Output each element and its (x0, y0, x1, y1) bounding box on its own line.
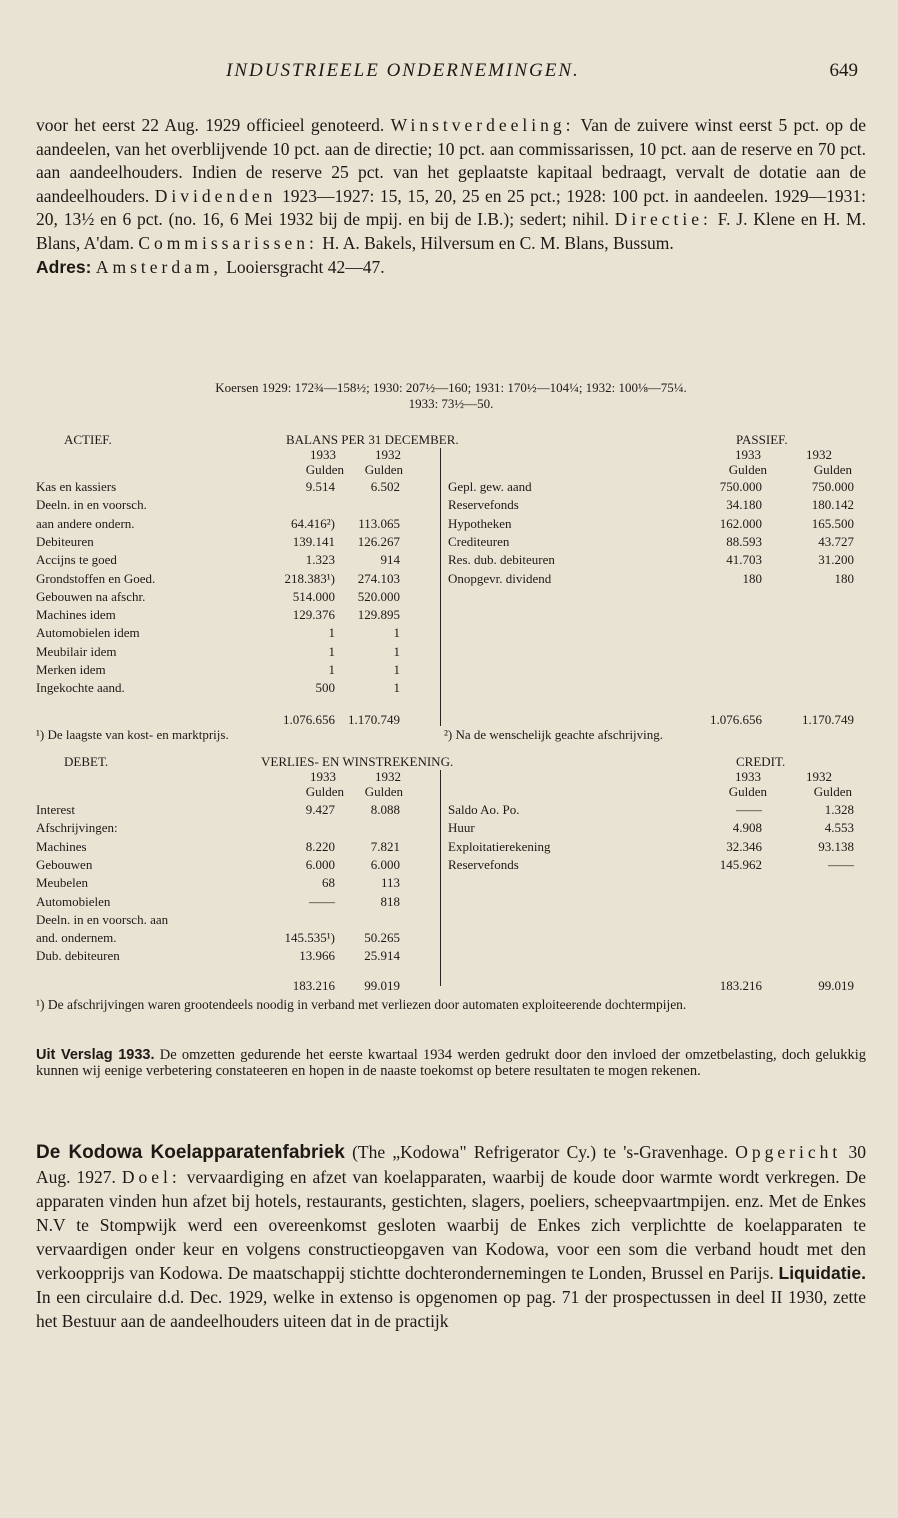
balans-footnote-2: ²) Na de wenschelijk geachte afschrijving. (444, 727, 664, 742)
passief-row (36, 497, 866, 513)
actief-title: ACTIEF. (64, 432, 112, 447)
row-value-1933: 145.962 (719, 856, 762, 872)
winst-left-year2: 1932 (375, 769, 401, 784)
row-value-1932: 1 (393, 625, 400, 641)
credit-row (36, 839, 866, 855)
verslag-text: De omzetten gedurende het eerste kwartaal 1934 werden gedrukt door den invloed der omzetbelasting, doch gelukkig kunnen wij eenige verbetering constateeren en hopen in de naaste toekomst op betere resultaten te mogen rekenen. (36, 1047, 867, 1080)
row-label: Deeln. in en voorsch. aan (36, 911, 169, 927)
row-label: Kas en kassiers (36, 479, 117, 494)
winst-title: VERLIES- EN WINSTREKENING. (261, 754, 454, 769)
row-label: Huur (448, 820, 475, 836)
row-value-1932: 6.000 (370, 856, 400, 872)
row-value-1932: 6.502 (370, 479, 400, 494)
row-label: Ingekochte aand. (36, 680, 125, 696)
row-value-1932: 274.103 (357, 570, 400, 586)
row-value-1933: 145.535¹) (284, 930, 335, 946)
row-label: and. ondernem. (36, 930, 117, 946)
row-value-1933: —— (736, 802, 762, 817)
actief-row (36, 644, 866, 660)
kodowa-text-4: In een circulaire d.d. Dec. 1929, welke in extenso is opgenomen op pag. 71 der prospectussen in deel II 1930, zette het Bestuur aan de aandeelhouders uiteen dat in de practijk (36, 1287, 866, 1331)
row-value-1933: 218.383¹) (284, 570, 335, 586)
row-value-1933: 32.346 (726, 838, 762, 854)
row-value-1933: 9.514 (305, 479, 335, 494)
verslag-label: Uit Verslag 1933. (36, 1047, 155, 1063)
adres-street: Looiersgracht 42—47. (226, 256, 385, 277)
row-value-1932: 93.138 (818, 838, 854, 854)
credit-row (36, 857, 866, 873)
debet-row (36, 912, 866, 928)
doel-heading: Doel: (121, 1167, 181, 1187)
dividenden-heading: Dividenden (154, 185, 277, 206)
credit-title: CREDIT. (736, 754, 786, 769)
row-value-1933: 34.180 (726, 497, 762, 513)
debet-row (36, 894, 866, 910)
row-value-1933: 4.908 (732, 820, 762, 836)
row-value-1932: 113.065 (358, 515, 400, 531)
winst-right-year1: 1933 (735, 769, 761, 784)
opgericht-heading: Opgericht (735, 1142, 842, 1162)
intro-text-4: F. J. Klene en H. M. Blans, A'dam. (36, 209, 866, 253)
row-value-1932: 1 (393, 643, 400, 659)
page-number: 649 (829, 60, 858, 81)
row-label: Saldo Ao. Po. (448, 802, 520, 817)
row-value-1933: 139.141 (292, 533, 335, 549)
row-label: Crediteuren (448, 533, 510, 549)
directie-heading: Directie: (614, 209, 712, 230)
winst-right-unit2: Gulden (813, 784, 852, 799)
intro-text-1: voor het eerst 22 Aug. 1929 officieel genoteerd. (36, 115, 385, 135)
row-value-1932: 8.088 (370, 802, 400, 817)
row-value-1932: 520.000 (357, 588, 400, 604)
balans-left-unit2: Gulden (364, 462, 403, 477)
debet-row (36, 930, 866, 946)
credit-row (36, 802, 866, 818)
row-label: Grondstoffen en Goed. (36, 570, 156, 586)
row-value-1933: 64.416²) (291, 515, 335, 531)
row-value-1932: 43.727 (818, 533, 854, 549)
row-value-1932: 113 (380, 875, 400, 891)
row-label: Interest (36, 802, 75, 817)
row-value-1933: —— (309, 893, 335, 909)
row-value-1933: 180 (742, 570, 762, 586)
row-value-1933: 162.000 (719, 515, 762, 531)
row-value-1932: —— (828, 856, 854, 872)
row-label: Machines idem (36, 607, 116, 623)
row-label: Gepl. gew. aand (448, 479, 532, 494)
row-value-1932: 180.142 (811, 497, 854, 513)
row-label: Deeln. in en voorsch. (36, 497, 147, 513)
page-header (36, 60, 862, 86)
intro-text-3: 1923—1927: 15, 15, 20, 25 en 25 pct.; 1928: 100 pct. in aandeelen. 1929—1931: 20, 13½ en 6 pct. (no. 16, 6 Mei 1932 bij de mpij. en bij de I.B.); sedert; nihil. (36, 185, 867, 230)
passief-row (36, 479, 866, 495)
row-label: Afschrijvingen: (36, 820, 118, 836)
row-value-1932: 50.265 (364, 930, 400, 946)
row-label: Automobielen (36, 893, 111, 909)
row-label: Gebouwen (36, 856, 93, 872)
row-label: Gebouwen na afschr. (36, 588, 146, 604)
row-label: Hypotheken (448, 515, 512, 531)
actief-row (36, 625, 866, 641)
winst-table (36, 754, 866, 994)
passief-title: PASSIEF. (736, 432, 788, 447)
winst-divider (440, 770, 441, 986)
adres-city: Amsterdam, (95, 256, 222, 277)
row-label: Accijns te goed (36, 552, 117, 568)
row-label: Debiteuren (36, 533, 94, 549)
row-value-1932: 914 (380, 552, 400, 568)
row-value-1933: 1 (328, 625, 335, 641)
row-value-1933: 500 (315, 680, 335, 696)
row-value-1933: 1 (328, 662, 335, 677)
row-label: Reservefonds (448, 497, 519, 513)
kodowa-text-1: (The „Kodowa" Refrigerator Cy.) te 's-Gravenhage. (352, 1142, 728, 1162)
adres-label: Adres: (36, 256, 92, 277)
winst-total-right-1933: 183.216 (719, 978, 762, 993)
row-value-1932: 129.895 (357, 607, 400, 623)
row-value-1933: 13.966 (299, 948, 335, 964)
row-label: Dub. debiteuren (36, 948, 120, 964)
balans-divider (440, 448, 441, 726)
winstverdeeling-heading: Winstverdeeling: (390, 115, 575, 135)
actief-row (36, 680, 866, 696)
liquidatie-heading: Liquidatie. (778, 1263, 866, 1283)
row-value-1933: 750.000 (719, 479, 762, 494)
row-value-1933: 9.427 (305, 802, 335, 817)
passief-row (36, 571, 866, 587)
row-value-1933: 129.376 (292, 607, 335, 623)
winst-total-right-1932: 99.019 (818, 978, 854, 993)
row-value-1932: 31.200 (818, 552, 854, 568)
row-value-1933: 514.000 (292, 588, 335, 604)
winst-total-left-1932: 99.019 (364, 978, 400, 993)
row-value-1932: 1 (393, 680, 400, 696)
row-value-1932: 750.000 (811, 479, 854, 494)
balans-total-right-1933: 1.076.656 (710, 712, 762, 727)
verslag-paragraph (36, 1047, 866, 1080)
passief-row (36, 516, 866, 532)
row-label: Onopgevr. dividend (448, 570, 552, 586)
balans-right-unit2: Gulden (813, 462, 852, 477)
actief-row (36, 662, 866, 678)
intro-text-5: H. A. Bakels, Hilversum en C. M. Blans, Bussum. (322, 232, 674, 253)
balans-total-left-1933: 1.076.656 (283, 712, 335, 727)
row-value-1933: 8.220 (305, 838, 335, 854)
row-value-1932: 180 (834, 570, 854, 586)
debet-row (36, 875, 866, 891)
passief-row (36, 534, 866, 550)
balans-footnote-1: ¹) De laagste van kost- en marktprijs. (36, 727, 229, 742)
row-value-1932: 4.553 (824, 820, 854, 836)
row-value-1932: 818 (380, 893, 400, 909)
balans-right-year2: 1932 (806, 447, 832, 462)
intro-text-2: Van de zuivere winst eerst 5 pct. op de aandeelen, van het overblijvende 10 pct. aan de directie; 10 pct. aan commissarissen, 10 pct. aan de reserve en 70 pct. aan aandeelhouders. Indien de reserve 25 pct. van het geplaatste kapitaal bedraagt, vervalt de dotatie aan de aandeelhouders. (36, 115, 866, 206)
row-value-1932: 25.914 (364, 948, 400, 964)
intro-paragraph (36, 114, 866, 279)
running-title: INDUSTRIEELE ONDERNEMINGEN. (226, 60, 580, 81)
row-value-1933: 1 (328, 643, 335, 659)
kodowa-name: De Kodowa Koelapparatenfabriek (36, 1142, 345, 1163)
balans-table (36, 432, 866, 752)
row-label: Automobielen idem (36, 625, 140, 641)
row-label: Machines (36, 838, 87, 854)
balans-right-unit1: Gulden (728, 462, 767, 477)
row-value-1933: 68 (322, 875, 335, 891)
koersen-line-2: 1933: 73½—50. (408, 396, 494, 411)
winst-left-unit2: Gulden (364, 784, 403, 799)
row-value-1932: 1.328 (824, 802, 854, 817)
winst-total-left-1933: 183.216 (292, 978, 335, 993)
row-label: Reservefonds (448, 856, 519, 872)
actief-row (36, 589, 866, 605)
kodowa-text-3: vervaardiging en afzet van koelapparaten, waarbij de koude door warmte wordt verkregen. De apparaten vinden hun afzet bij hotels, restaurants, gestichten, slagers, poeliers, scheepvaartmpijen. enz. Met de Enkes N.V te Stompwijk werd een overeenkomst gesloten waarbij de Enkes zich verplichtte de koelapparaten te vervaardigen onder keur en volgens constructieopgaven van Kodowa, voor een som die verband houdt met den verkoopprijs van Kodowa. De maatschappij stichtte dochterondernemingen te Londen, Brussel en Parijs. (36, 1167, 867, 1283)
row-value-1933: 88.593 (726, 533, 762, 549)
winst-right-year2: 1932 (806, 769, 832, 784)
balans-right-year1: 1933 (735, 447, 761, 462)
row-label: Meubelen (36, 875, 88, 891)
row-label: aan andere ondern. (36, 515, 135, 531)
row-value-1932: 126.267 (357, 533, 400, 549)
winst-footnote: ¹) De afschrijvingen waren grootendeels noodig in verband met verliezen door automaten exploiteerende dochtermpijen. (36, 997, 687, 1012)
koersen-line-1: Koersen 1929: 172¾—158½; 1930: 207½—160; 1931: 170½—104¼; 1932: 100⅛—75¼. (215, 380, 687, 395)
row-value-1933: 41.703 (726, 552, 762, 568)
winst-left-unit1: Gulden (305, 784, 344, 799)
balans-total-left-1932: 1.170.749 (348, 712, 400, 727)
row-label: Merken idem (36, 662, 106, 677)
balans-left-year1: 1933 (310, 447, 336, 462)
winst-right-unit1: Gulden (728, 784, 767, 799)
commissarissen-heading: Commissarissen: (138, 232, 318, 253)
passief-row (36, 552, 866, 568)
actief-row (36, 607, 866, 623)
debet-title: DEBET. (64, 754, 109, 769)
balans-left-year2: 1932 (375, 447, 401, 462)
row-label: Exploitatierekening (448, 838, 551, 854)
balans-total-right-1932: 1.170.749 (802, 712, 854, 727)
row-value-1932: 165.500 (811, 515, 854, 531)
credit-row (36, 820, 866, 836)
row-label: Meubilair idem (36, 643, 117, 659)
kodowa-paragraph (36, 1140, 866, 1333)
balans-left-unit1: Gulden (305, 462, 344, 477)
row-value-1932: 1 (393, 662, 400, 677)
balans-title: BALANS PER 31 DECEMBER. (286, 432, 459, 447)
row-value-1933: 1.323 (305, 552, 335, 568)
debet-row (36, 948, 866, 964)
kodowa-text-2: 30 Aug. 1927. (36, 1142, 866, 1187)
row-value-1932: 7.821 (370, 838, 400, 854)
winst-left-year1: 1933 (310, 769, 336, 784)
row-value-1933: 6.000 (305, 856, 335, 872)
row-label: Res. dub. debiteuren (448, 552, 555, 568)
